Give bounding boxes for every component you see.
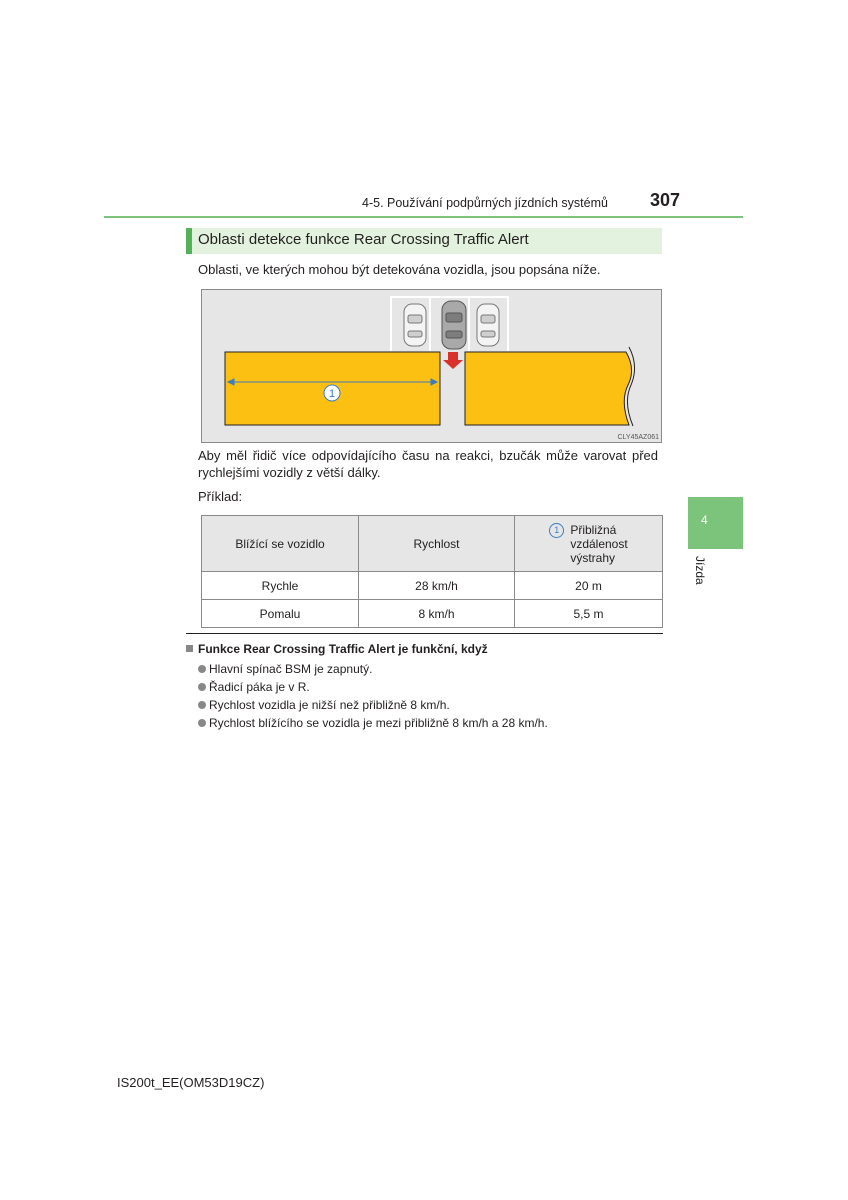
cell-speed: 28 km/h [359,572,515,600]
cell-vehicle: Pomalu [202,600,359,628]
square-bullet-icon [186,645,193,652]
section-divider [186,633,663,634]
list-item: Hlavní spínač BSM je zapnutý. [198,660,548,678]
list-item: Rychlost blížícího se vozidla je mezi přibližně 8 km/h a 28 km/h. [198,714,548,732]
section-heading-bar [186,228,192,254]
header-distance: 1 Přibližná vzdálenost výstrahy [515,516,663,572]
page-number: 307 [650,190,681,210]
manual-code: IS200t_EE(OM53D19CZ) [117,1075,265,1090]
detection-zone-right [465,352,632,425]
table-header-row [202,516,663,572]
section-heading: Oblasti detekce funkce Rear Crossing Traffic Alert [198,231,529,248]
header-vehicle: Blížící se vozidlo [202,516,359,572]
callout-number-icon: 1 [549,523,564,538]
detection-area-diagram [201,289,662,443]
bullet-icon [198,719,206,727]
bullet-icon [198,665,206,673]
example-table [201,515,663,628]
header-speed: Rychlost [359,516,515,572]
warning-paragraph-line2: rychlejšími vozidly z větší dálky. [198,465,381,480]
intro-paragraph: Oblasti, ve kterých mohou být detekována vozidla, jsou popsána níže. [198,262,601,277]
table-row [202,600,663,628]
conditions-list [198,660,548,732]
conditions-heading: Funkce Rear Crossing Traffic Alert je funkční, když [186,642,488,656]
bullet-icon [198,701,206,709]
warning-paragraph-line1: Aby měl řidič více odpovídajícího času na reakci, bzučák může varovat před [198,448,658,463]
table-row [202,572,663,600]
list-item: Řadicí páka je v R. [198,678,548,696]
bullet-icon [198,683,206,691]
list-item: Rychlost vozidla je nižší než přibližně 8 km/h. [198,696,548,714]
header-rule [104,216,743,218]
cell-speed: 8 km/h [359,600,515,628]
parked-car-left [404,304,426,346]
chapter-label: Jízda [693,556,707,585]
chapter-number: 4 [701,513,708,527]
cell-distance: 5,5 m [515,600,663,628]
callout-number: 1 [328,388,336,400]
cell-distance: 20 m [515,572,663,600]
running-header-section: 4-5. Používání podpůrných jízdních systémů [362,196,608,210]
chapter-tab [688,497,743,549]
reversing-car [442,301,466,349]
cell-vehicle: Rychle [202,572,359,600]
example-label: Příklad: [198,489,243,504]
diagram-code: CLY45AZ061 [617,434,659,441]
parked-car-right [477,304,499,346]
